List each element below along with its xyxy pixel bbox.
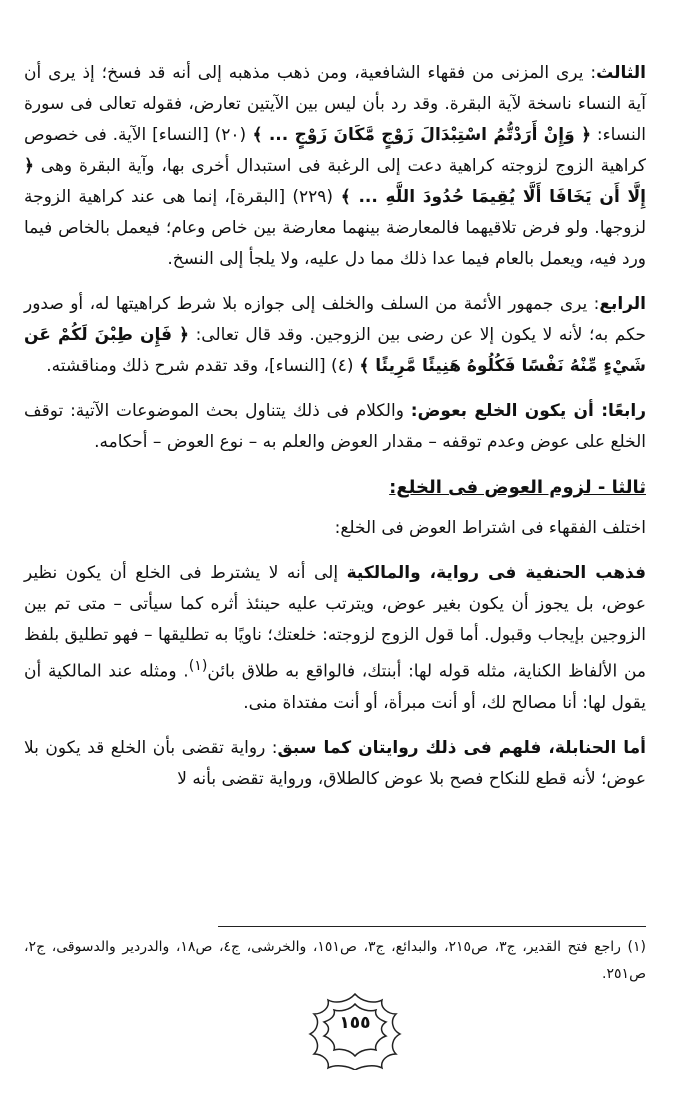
footnote: (١) راجع فتح القدير، ج٣، ص٢١٥، والبدائع، ج٣، ص١٥١، والخرشى، ج٤، ص١٨، والدردير والدسوقى، ج٢، ص٢٥١.	[24, 939, 646, 982]
paragraph-fourth-condition: رابعًا: أن يكون الخلع بعوض: والكلام فى ذلك يتناول بحث الموضوعات الآتية: توقف الخلع على عوض وعدم توقفه – مقدار العوض والعلم به – نوع العوض – أحكامه.	[24, 401, 646, 452]
paragraph-lead: الثالث	[596, 63, 646, 83]
paragraph-lead: الرابع	[599, 294, 646, 314]
page-number: ١٥٥	[339, 1013, 371, 1033]
paragraph-lead: فذهب الحنفية فى رواية، والمالكية	[346, 563, 646, 583]
quran-verse: ﴿ وَإِنْ أَرَدْتُّمُ اسْتِبْدَالَ زَوْجٍ مَّكَانَ زَوْجٍ ... ﴾	[246, 125, 592, 145]
paragraph-hanbali: أما الحنابلة، فلهم فى ذلك روايتان كما سبق: رواية تقضى بأن الخلع قد يكون بلا عوض؛ لأنه قطع للنكاح فصح بلا عوض كالطلاق، ورواية تقضى بأنه لا	[24, 737, 646, 789]
paragraph-intro: اختلف الفقهاء فى اشتراط العوض فى الخلع:	[334, 518, 646, 538]
footnote-separator	[218, 926, 646, 927]
main-text	[24, 58, 646, 809]
footnote-marker: (١)	[188, 658, 208, 674]
paragraph-lead: رابعًا: أن يكون الخلع بعوض:	[410, 401, 646, 421]
paragraph-fourth-opinion: الرابع: يرى جمهور الأئمة من السلف والخلف إلى جوازه بلا شرط كراهيتها له، أو صدور حكم به؛ لأنه لا يكون إلا عن رضى بين الزوجين. وقد قال تعالى: ﴿ فَإِن طِبْنَ لَكُمْ عَن شَيْءٍ مِّنْهُ نَفْسًا فَكُلُوهُ هَنِيئًا مَّرِيئًا ﴾ (٤) [النساء]، وقد تقدم شرح ذلك ومناقشته.	[24, 294, 647, 376]
section-heading: ثالثا - لزوم العوض فى الخلع:	[389, 477, 646, 498]
quran-verse: ﴿ إِلَّا أَن يَخَافَا أَلَّا يُقِيمَا حُدُودَ اللَّهِ ... ﴾	[24, 156, 646, 207]
verse-reference: (٢٠) [النساء]	[152, 125, 247, 145]
verse-reference: (٢٢٩) [البقرة]	[229, 187, 334, 207]
paragraph-hanafi-maliki: فذهب الحنفية فى رواية، والمالكية إلى أنه لا يشترط فى الخلع أن يكون نظير عوض، بل يجوز أن يكون بغير عوض، ويترتب عليه حينئذ أثره كما سيأتى – متى تم بين الزوجين بإيجاب وقبول. أما قول الزوج لزوجته: خلعتك؛ ناويًا به تطليقها – فهو تطليق بلفظ من الألفاظ الكناية، مثله قوله لها: أبنتك، فالواقع به طلاق بائن$^{(١)}$. ومثله عند المالكية أن يقول لها: أنا مصالح لك، أو أنت مبرأة، أو أنت مفتداة منى.	[24, 563, 646, 713]
verse-reference: (٤) [النساء]	[269, 356, 354, 376]
quran-verse: ﴿ فَإِن طِبْنَ لَكُمْ عَن شَيْءٍ مِّنْهُ نَفْسًا فَكُلُوهُ هَنِيئًا مَّرِيئًا ﴾	[24, 325, 646, 376]
paragraph-third-opinion: الثالث: يرى المزنى من فقهاء الشافعية، ومن ذهب مذهبه إلى أنه قد فسخ؛ إذ يرى أن آية النساء ناسخة لآية البقرة. وقد رد بأن ليس بين الآيتين تعارض، فقوله تعالى فى سورة النساء: ﴿ وَإِنْ أَرَدْتُّمُ اسْتِبْدَالَ زَوْجٍ مَّكَانَ زَوْجٍ ... ﴾ (٢٠) [النساء] الآية. فى خصوص كراهية الزوج لزوجته كراهية دعت إلى الرغبة فى استبدال أخرى بها، وآية البقرة وهى ﴿ إِلَّا أَن يَخَافَا أَلَّا يُقِيمَا حُدُودَ اللَّهِ ... ﴾ (٢٢٩) [البقرة]، إنما هى عند كراهية الزوجة لزوجها. ولو فرض تلاقيهما فالمعارضة بينهما معارضة بين خاص وعام؛ فيعمل بالخاص فيما ورد فيه، ويعمل بالعام فيما عدا ذلك مما دل عليه، ولا يلجأ إلى النسخ.	[24, 63, 646, 269]
paragraph-lead: أما الحنابلة، فلهم فى ذلك روايتان كما سبق	[277, 737, 646, 758]
